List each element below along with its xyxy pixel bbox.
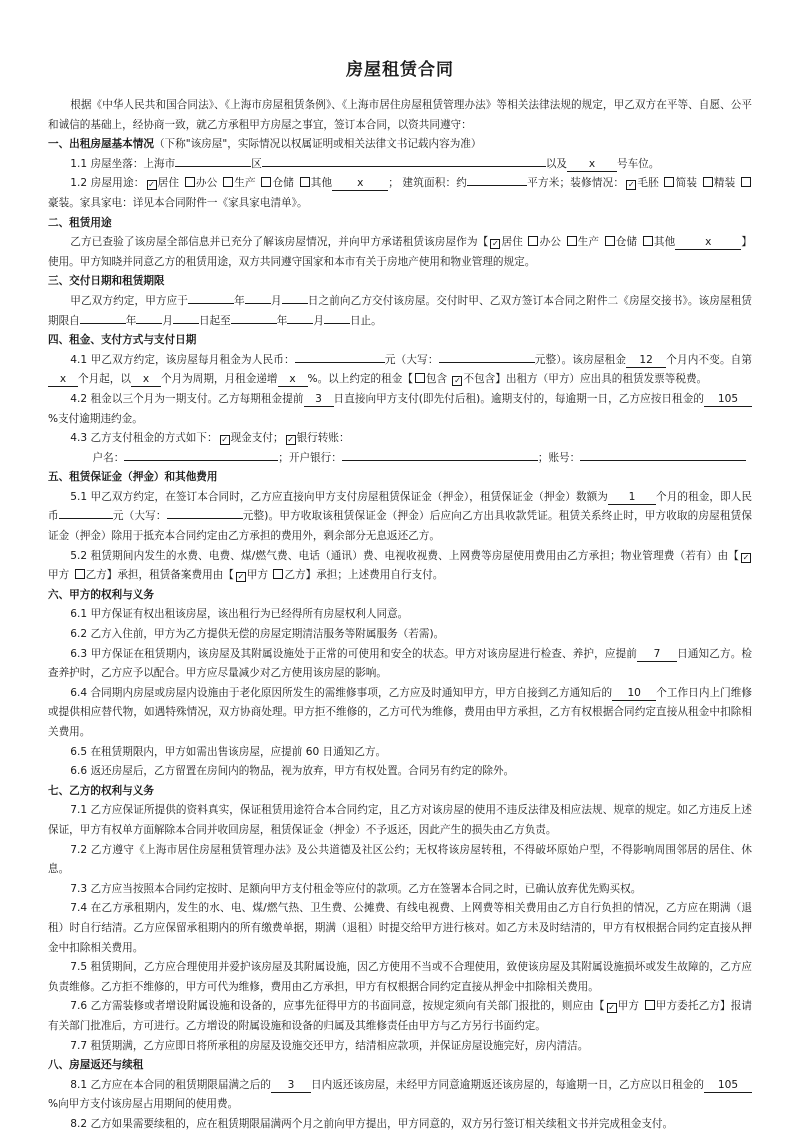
monthly-rent-capital-field[interactable] xyxy=(439,362,535,363)
end-year-label: 年 xyxy=(276,314,288,327)
section-1-heading xyxy=(48,135,752,155)
use-office-checkbox[interactable] xyxy=(185,177,195,187)
purpose-office-label: 办公 xyxy=(539,236,562,249)
clause-5-1-text: 5.1 甲乙双方约定，在签订本合同时，乙方应直接向甲方支付房屋租赁保证金（押金），租赁保证金（押金）数额为 xyxy=(70,490,608,503)
clause-7-5: 7.5 租赁期间，乙方应合理使用并爱护该房屋及其附属设施，因乙方使用不当或不合理使用，致使该房屋及其附属设施损坏或发生故障的，乙方应负责维修。乙方拒不维修的，甲方可代为维修，费用由乙方承担，甲方有权根据合同约定直接从押金中扣除相关费用。 xyxy=(48,961,752,993)
clause-4-2 xyxy=(48,390,752,429)
deco-rough-checkbox[interactable] xyxy=(626,180,636,190)
purpose-residence-label: 居住 xyxy=(501,236,523,249)
return-days-field[interactable]: 3 xyxy=(271,1078,311,1093)
delivery-year-field[interactable] xyxy=(188,303,234,304)
rent-capital-label: 元（大写： xyxy=(384,353,439,366)
section-1-note: （下称"该房屋"，实际情况以权属证明或相关法律文书记载内容为准） xyxy=(153,138,482,151)
section-2-heading: 二、租赁用途 xyxy=(48,216,112,229)
purpose-other-label: 其他 xyxy=(653,236,676,249)
purpose-storage-checkbox[interactable] xyxy=(605,236,615,246)
use-storage-label: 仓储 xyxy=(272,177,295,190)
increase-start-month-field[interactable]: x xyxy=(48,372,78,387)
use-residence-checkbox[interactable] xyxy=(147,180,157,190)
filing-fee-text: 】承担，租赁备案费用由【 xyxy=(106,569,234,582)
clause-7-2: 7.2 乙方遵守《上海市居住房屋租赁管理办法》及公共道德及社区公约；无权将该房屋转租，不得破坏原始户型，不得影响周围邻居的居住、休息。 xyxy=(48,843,752,876)
approval-delegate-checkbox[interactable] xyxy=(645,1000,655,1010)
clause-3-text: 甲乙双方约定，甲方应于 xyxy=(70,294,189,307)
property-fee-party-a-checkbox[interactable] xyxy=(741,553,751,563)
rent-increase-from-label: 个月内不变。自第 xyxy=(666,353,753,366)
clause-6-4-text: 6.4 合同期内房屋或房屋内设施由于老化原因所发生的需维修事项，乙方应及时通知甲方，甲方自接到乙方通知后的 xyxy=(70,686,613,699)
purpose-storage-label: 仓储 xyxy=(615,236,638,249)
clause-5-2-tail: 】承担；上述费用自行支付。 xyxy=(305,569,444,582)
end-day-field[interactable] xyxy=(324,323,350,324)
delivery-day-field[interactable] xyxy=(282,303,308,304)
pay-bank-colon: ： xyxy=(338,432,350,445)
tax-exclude-label: 不包含 xyxy=(463,373,496,386)
use-residence-label: 居住 xyxy=(157,177,180,190)
clause-8-2: 8.2 乙方如果需要续租的，应在租赁期限届满两个月之前向甲方提出，甲方同意的，双方另行签订相关续租文书并完成租金支付。 xyxy=(70,1117,674,1130)
deco-simple-checkbox[interactable] xyxy=(664,177,674,187)
deco-fine-checkbox[interactable] xyxy=(703,177,713,187)
clause-6-5: 6.5 在租赁期限内，甲方如需出售该房屋，应提前 60 日通知乙方。 xyxy=(70,745,387,758)
clause-4-1 xyxy=(48,351,752,390)
area-field[interactable] xyxy=(467,185,527,186)
clause-8-1 xyxy=(48,1076,752,1115)
clause-3-end: 日止。 xyxy=(349,314,382,327)
approval-delegate-label: 甲方委托乙方 xyxy=(655,1000,720,1013)
document-title: 房屋租赁合同 xyxy=(346,60,454,80)
late-fee-text: 日直接向甲方支付(即先付后租)。逾期支付的，每逾期一日，乙方应按日租金的 xyxy=(333,392,704,405)
start-month-field[interactable] xyxy=(136,323,162,324)
deco-fine-label: 精装 xyxy=(713,177,736,190)
clause-1-2 xyxy=(48,174,752,213)
deposit-amount-label: 个月的租金，即人民币 xyxy=(48,490,752,523)
clause-7-7: 7.7 租赁期满，乙方应即日将所承租的房屋及设施交还甲方，结清相应款项，并保证房屋设施完好，房内清洁。 xyxy=(70,1039,589,1052)
purpose-other-field[interactable]: x xyxy=(675,235,741,250)
clause-3 xyxy=(48,292,752,331)
clause-7-3: 7.3 乙方应当按照本合同约定按时、足额向甲方支付租金等应付的款项。乙方在签署本合同之时，已确认放弃优先购买权。 xyxy=(70,882,642,895)
account-number-label: ；账号： xyxy=(537,451,581,464)
rent-fixed-label: 元整）。该房屋租金 xyxy=(534,353,627,366)
deposit-clause-tail: 元整)。甲方收取该租赁保证金（押金）后应向乙方出具收款凭证。租赁关系终止时，甲方收取的房屋租赁保证金（押金）除用于抵充本合同约定由乙方承担的费用外，剩余部分无息返还乙方。 xyxy=(48,510,752,543)
account-number-field[interactable] xyxy=(580,460,746,461)
delivery-month-field[interactable] xyxy=(245,303,271,304)
filing-fee-party-b-checkbox[interactable] xyxy=(273,569,283,579)
section-6-heading: 六、甲方的权利与义务 xyxy=(48,588,154,601)
clause-1-1 xyxy=(48,155,752,175)
parking-field[interactable]: x xyxy=(567,157,617,172)
pay-cash-checkbox[interactable] xyxy=(220,435,230,445)
section-8-heading: 八、房屋返还与续租 xyxy=(48,1059,144,1072)
approval-party-a-checkbox[interactable] xyxy=(607,1003,617,1013)
overdue-fee-text: 日内返还该房屋，未经甲方同意逾期返还该房屋的，每逾期一日，乙方应以日租金的 xyxy=(311,1078,704,1091)
clause-5-1 xyxy=(48,488,752,547)
monthly-rent-field[interactable] xyxy=(295,362,385,363)
tax-clause-tail: 】出租方（甲方）应出具的租赁发票等税费。 xyxy=(495,373,708,386)
end-month-field[interactable] xyxy=(287,323,313,324)
clause-7-6-text: 7.6 乙方需装修或者增设附属设施和设备的，应事先征得甲方的书面同意，按规定须向有关部门报批的，则应由【 xyxy=(70,1000,605,1013)
clause-6-2: 6.2 乙方入住前，甲方为乙方提供无偿的房屋定期清洁服务等附属服务（若需)。 xyxy=(70,628,445,641)
property-fee-party-a-label: 甲方 xyxy=(48,569,70,582)
clause-8-1-text: 8.1 乙方应在本合同的租赁期限届满之后的 xyxy=(70,1078,272,1091)
clause-6-3-text: 6.3 甲方保证在租赁期内，该房屋及其附属设施处于正常的可使用和安全的状态。甲方对该房屋进行检查、养护，应提前 xyxy=(70,647,637,660)
deposit-capital-label: 元（大写： xyxy=(112,510,167,523)
clause-6-1: 6.1 甲方保证有权出租该房屋，该出租行为已经得所有房屋权利人同意。 xyxy=(70,608,409,621)
use-production-checkbox[interactable] xyxy=(223,177,233,187)
deco-simple-label: 简装 xyxy=(675,177,698,190)
parking-label: 以及 xyxy=(545,157,567,170)
tax-include-label: 包含 xyxy=(425,373,448,386)
bank-account-line xyxy=(48,449,752,469)
deco-luxury-checkbox[interactable] xyxy=(741,177,751,187)
decoration-label: 平方米；装修情况： xyxy=(527,177,625,190)
rent-fixed-months-field[interactable]: 12 xyxy=(626,353,666,368)
property-fee-party-b-label: 乙方 xyxy=(85,569,107,582)
district-label: 区 xyxy=(251,157,262,170)
address-field[interactable] xyxy=(262,166,546,167)
deposit-months-field[interactable]: 1 xyxy=(608,490,656,505)
intro-paragraph: 根据《中华人民共和国合同法》、《上海市房屋租赁条例》、《上海市居住房屋租赁管理办法》等相关法律法规的规定，甲乙双方在平等、自愿、公平和诚信的基础上，经协商一致，就乙方承租甲方房屋之事宜，签订本合同，以资共同遵守： xyxy=(48,99,752,131)
tax-clause-text: %。以上约定的租金【 xyxy=(307,373,413,386)
use-other-label: 其他 xyxy=(310,177,333,190)
filing-fee-party-b-label: 乙方 xyxy=(284,569,306,582)
use-production-label: 生产 xyxy=(234,177,256,190)
start-year-label: 年 xyxy=(125,314,137,327)
end-month-label: 月 xyxy=(313,314,324,327)
section-5-heading: 五、租赁保证金（押金）和其他费用 xyxy=(48,471,218,484)
repair-days-field[interactable]: 10 xyxy=(612,686,656,701)
clause-8-1-tail: %向甲方支付该房屋占用期间的使用费。 xyxy=(48,1098,239,1111)
property-fee-party-b-checkbox[interactable] xyxy=(75,569,85,579)
furniture-text: 。家具家电：详见本合同附件一《家具家电清单》。 xyxy=(69,196,308,209)
clause-6-4-tail: 个工作日内上门维修或提供相应替代物，如遇特殊情况，双方协商处理。甲方拒不维修的，乙方可代为维修，费用由甲方承担，乙方有权根据合同约定直接从租金中扣除相关费用。 xyxy=(48,686,753,738)
district-field[interactable] xyxy=(175,166,251,167)
deposit-capital-field[interactable] xyxy=(167,518,243,519)
use-other-field[interactable]: x xyxy=(332,176,388,191)
clause-5-2-text: 5.2 租赁期间内发生的水费、电费、煤/燃气费、电话（通讯）费、电视收视费、上网费等房屋使用费用由乙方承担；物业管理费（若有）由【 xyxy=(70,549,739,562)
deposit-amount-field[interactable] xyxy=(59,518,113,519)
clause-4-3-text: 4.3 乙方支付租金的方式如下： xyxy=(70,432,218,445)
purpose-office-checkbox[interactable] xyxy=(528,236,538,246)
clause-1-1-text: 1.1 房屋坐落：上海市 xyxy=(70,157,176,170)
inspection-notice-days-field[interactable]: 7 xyxy=(637,647,677,662)
clause-5-2 xyxy=(48,547,752,586)
late-fee-pct-field[interactable]: 105 xyxy=(704,392,752,407)
clause-4-2-text: 4.2 租金以三个月为一期支付。乙方每期租金提前 xyxy=(70,392,304,405)
filing-fee-party-a-checkbox[interactable] xyxy=(236,572,246,582)
clause-2-text: 乙方已查验了该房屋全部信息并已充分了解该房屋情况，并向甲方承诺租赁该房屋作为【 xyxy=(70,236,489,249)
clause-7-1: 7.1 乙方应保证所提供的资料真实，保证租赁用途符合本合同约定，且乙方对该房屋的使用不违反法律及相应法规、规章的规定。如乙方违反上述保证，甲方有权单方面解除本合同并收回房屋，租赁保证金（押金）不予返还，因此产生的损失由乙方负责。 xyxy=(48,804,752,836)
rent-period-label: 个月起，以 xyxy=(78,373,131,386)
delivery-year-label: 年 xyxy=(234,294,245,307)
clause-6-3-tail: 日通知乙方。检查养护时，乙方应予以配合。甲方应尽量减少对乙方使用该房屋的影响。 xyxy=(48,647,752,680)
approval-party-a-label: 甲方 xyxy=(617,1000,640,1013)
clause-4-1-text: 4.1 甲乙双方约定，该房屋每月租金为人民币： xyxy=(70,353,295,366)
section-4-heading: 四、租金、支付方式与支付日期 xyxy=(48,334,197,347)
clause-6-4 xyxy=(48,684,752,743)
clause-7-6-tail: 】报请有关部门批准后，方可进行。乙方增设的附属设施和设备的归属及其维修责任由甲方与乙方另行书面约定。 xyxy=(48,1000,753,1032)
start-year-field[interactable] xyxy=(80,323,126,324)
start-day-field[interactable] xyxy=(173,323,199,324)
purpose-residence-checkbox[interactable] xyxy=(490,239,500,249)
start-month-label: 月 xyxy=(162,314,173,327)
pay-cash-label: 现金支付 xyxy=(230,432,273,445)
tax-exclude-checkbox[interactable] xyxy=(452,376,462,386)
advance-days-field[interactable]: 3 xyxy=(304,392,334,407)
purpose-production-label: 生产 xyxy=(577,236,600,249)
clause-6-3 xyxy=(48,645,752,684)
section-7-heading: 七、乙方的权利与义务 xyxy=(48,784,154,797)
clause-7-4: 7.4 在乙方承租期内，发生的水、电、煤/燃气热、卫生费、公摊费、有线电视费、上网费等相关费用由乙方自行负担的情况，乙方应在期满（退租）时自行结清。乙方应保留承租期内的所有缴费单据，期满（退租）时提交给甲方进行核对。如乙方未及时结清的，甲方有权根据合同约定直接从押金中扣除相关费用。 xyxy=(48,902,752,954)
tax-include-checkbox[interactable] xyxy=(415,373,425,383)
filing-fee-party-a-label: 甲方 xyxy=(246,569,269,582)
delivery-month-label: 月 xyxy=(270,294,282,307)
area-label: ； 建筑面积：约 xyxy=(388,177,468,190)
clause-3-term-text: 日之前向乙方交付该房屋。交付时甲、乙双方签订本合同之附件二《房屋交接书》。该房屋租赁期限自 xyxy=(48,294,753,327)
clause-2 xyxy=(48,233,752,272)
account-name-label: 户名： xyxy=(92,451,125,464)
overdue-fee-pct-field[interactable]: 105 xyxy=(704,1078,752,1093)
pay-bank-label: 银行转账 xyxy=(296,432,339,445)
clause-4-3: 4.3 乙方支付租金的方式如下：✓ 现金支付；✓ 银行转账： xyxy=(48,429,752,449)
account-bank-field[interactable] xyxy=(342,460,538,461)
pay-bank-checkbox[interactable] xyxy=(286,435,296,445)
section-3-heading: 三、交付日期和租赁期限 xyxy=(48,275,165,288)
deco-rough-label: 毛胚 xyxy=(637,177,659,190)
end-year-field[interactable] xyxy=(231,323,277,324)
use-other-checkbox[interactable] xyxy=(300,177,310,187)
purpose-other-checkbox[interactable] xyxy=(643,236,653,246)
clause-1-2-text: 1.2 房屋用途： xyxy=(70,177,145,190)
increase-rate-field[interactable]: x xyxy=(278,372,308,387)
clause-7-6 xyxy=(48,997,752,1036)
late-fee-tail: %支付逾期违约金。 xyxy=(48,412,143,425)
clause-3-until: 日起至 xyxy=(198,314,231,327)
account-name-field[interactable] xyxy=(124,460,278,461)
rent-increase-label: 个月为周期，月租金递增 xyxy=(160,373,278,386)
increase-period-field[interactable]: x xyxy=(131,372,161,387)
use-storage-checkbox[interactable] xyxy=(261,177,271,187)
clause-2-tail: 】使用。甲方知晓并同意乙方的租赁用途，双方共同遵守国家和本市有关于房地产使用和物业管理的规定。 xyxy=(48,236,753,268)
use-office-label: 办公 xyxy=(195,177,218,190)
section-1-title: 一、出租房屋基本情况 xyxy=(48,138,154,151)
clause-6-6: 6.6 返还房屋后，乙方留置在房间内的物品，视为放弃，甲方有权处置。合同另有约定的除外。 xyxy=(70,765,515,778)
parking-suffix: 号车位。 xyxy=(617,157,660,170)
account-bank-label: ；开户银行： xyxy=(278,451,342,464)
deco-luxury-label: 豪装 xyxy=(48,196,70,209)
purpose-production-checkbox[interactable] xyxy=(567,236,577,246)
